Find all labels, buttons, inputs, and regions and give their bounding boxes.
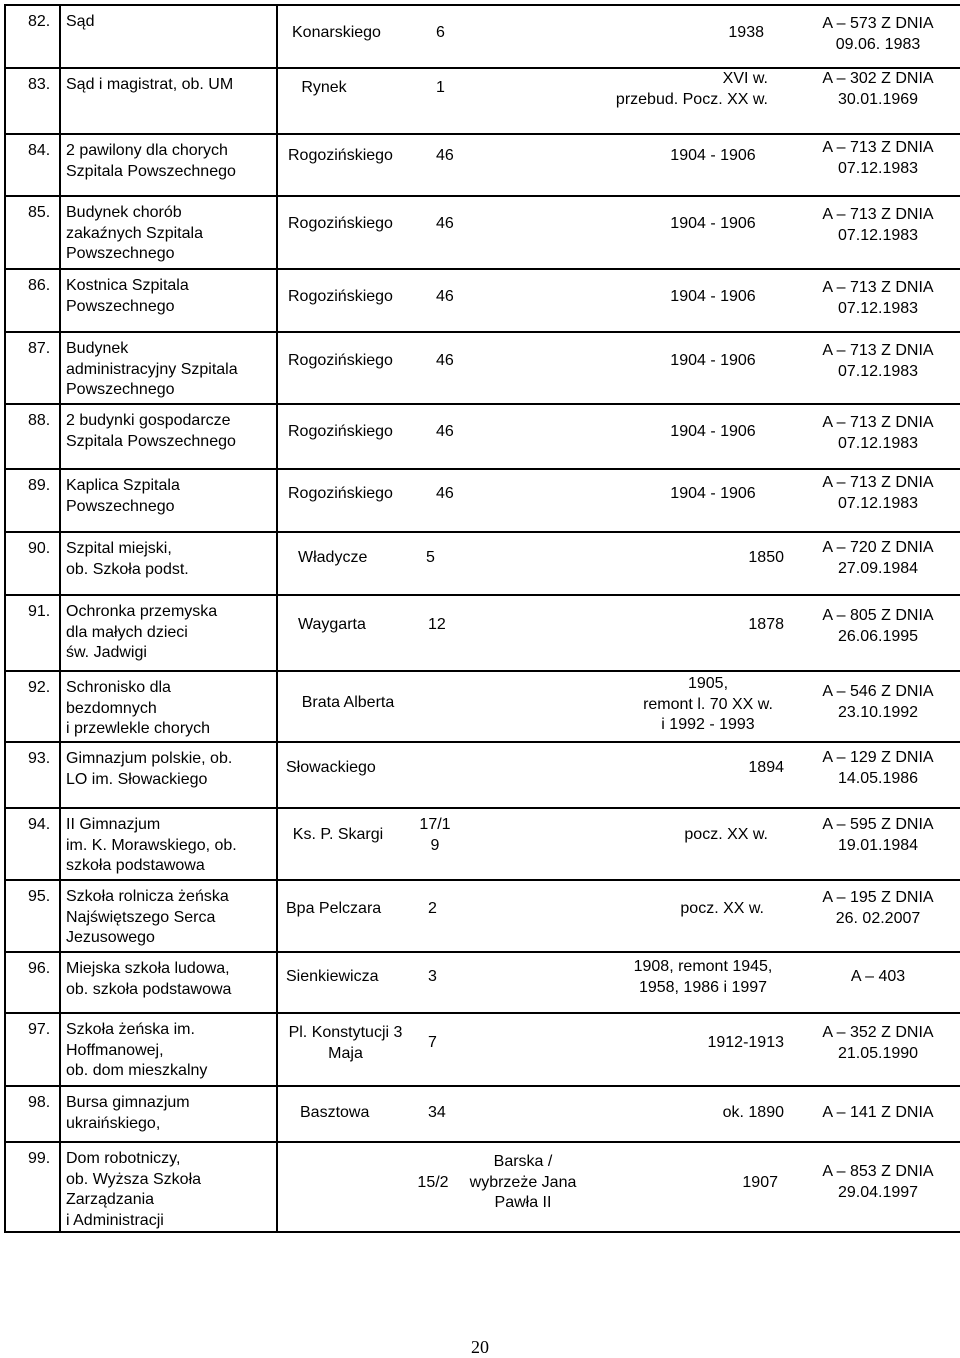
table-row	[5, 1013, 960, 1086]
cell-entry-number	[5, 532, 60, 595]
cell-object-name	[60, 808, 277, 880]
monument-register-table	[4, 4, 960, 1233]
cell-details	[277, 404, 960, 469]
object-name: Schronisko dla bezdomnych i przewlekle chorych	[66, 679, 211, 737]
cell-date: 1904 - 1906	[670, 352, 756, 369]
cell-details	[277, 671, 960, 742]
object-name: Ochronka przemyska dla małych dzieci św. Jadwigi	[66, 603, 218, 661]
page-number: 20	[471, 1337, 489, 1357]
cell-object-name	[60, 1013, 277, 1086]
entry-number: 89.	[28, 477, 51, 494]
cell-register-entry: A – 805 Z DNIA 26.06.1995	[822, 607, 934, 645]
cell-entry-number	[5, 134, 60, 196]
cell-register-entry: A – 713 Z DNIA 07.12.1983	[822, 342, 934, 380]
cell-details	[277, 532, 960, 595]
cell-date: pocz. XX w.	[684, 826, 768, 843]
cell-details	[277, 1013, 960, 1086]
cell-street: Pl. Konstytucji 3 Maja	[288, 1024, 403, 1062]
cell-entry-number	[5, 671, 60, 742]
cell-details	[277, 68, 960, 134]
cell-date: 1912-1913	[707, 1034, 784, 1051]
table-row	[5, 134, 960, 196]
cell-house-number: 15/2	[417, 1174, 449, 1191]
cell-details	[277, 5, 960, 68]
cell-date: 1905, remont l. 70 XX w. i 1992 - 1993	[643, 675, 773, 733]
cell-street: Sienkiewicza	[286, 968, 379, 985]
cell-entry-number	[5, 332, 60, 404]
object-name: Dom robotniczy, ob. Wyższa Szkoła Zarządzania i Administracji	[66, 1150, 202, 1229]
table-row	[5, 68, 960, 134]
cell-street: Rogozińskiego	[288, 352, 393, 369]
cell-details	[277, 595, 960, 671]
table-row	[5, 196, 960, 269]
object-name: 2 budynki gospodarcze Szpitala Powszechnego	[66, 412, 236, 450]
cell-entry-number	[5, 1086, 60, 1142]
entry-number: 98.	[28, 1094, 51, 1111]
cell-date: 1904 - 1906	[670, 485, 756, 502]
cell-details	[277, 196, 960, 269]
cell-street: Bpa Pelczara	[286, 900, 382, 917]
object-name: Gimnazjum polskie, ob. LO im. Słowackiego	[66, 750, 233, 788]
cell-date: 1878	[748, 616, 784, 633]
cell-entry-number	[5, 404, 60, 469]
cell-street: Słowackiego	[286, 759, 376, 776]
table-row	[5, 880, 960, 952]
entry-number: 94.	[28, 816, 51, 833]
cell-date: 1904 - 1906	[670, 147, 756, 164]
entry-number: 88.	[28, 412, 51, 429]
cell-street: Rynek	[301, 79, 347, 96]
entry-number: 95.	[28, 888, 51, 905]
cell-date: 1894	[748, 759, 784, 776]
cell-details	[277, 880, 960, 952]
cell-date: 1904 - 1906	[670, 215, 756, 232]
cell-entry-number	[5, 68, 60, 134]
object-name: Szpital miejski, ob. Szkoła podst.	[66, 540, 189, 578]
cell-house-number: 46	[436, 288, 454, 305]
entry-number: 82.	[28, 13, 51, 30]
cell-street: Waygarta	[298, 616, 366, 633]
cell-house-number: 7	[428, 1034, 437, 1051]
cell-street: Rogozińskiego	[288, 215, 393, 232]
cell-register-entry: A – 573 Z DNIA 09.06. 1983	[822, 15, 934, 53]
cell-street: Brata Alberta	[301, 694, 395, 711]
cell-street: Konarskiego	[292, 24, 381, 41]
cell-details	[277, 952, 960, 1013]
cell-register-entry: A – 713 Z DNIA 07.12.1983	[822, 474, 934, 512]
cell-entry-number	[5, 595, 60, 671]
object-name: 2 pawilony dla chorych Szpitala Powszechnego	[66, 142, 236, 180]
cell-date: 1907	[742, 1174, 778, 1191]
table-body	[5, 5, 960, 1232]
table-row	[5, 532, 960, 595]
cell-register-entry: A – 141 Z DNIA	[822, 1104, 934, 1121]
cell-house-number: 46	[436, 423, 454, 440]
cell-object-name	[60, 404, 277, 469]
cell-date: XVI w. przebud. Pocz. XX w.	[615, 70, 768, 108]
cell-object-name	[60, 68, 277, 134]
cell-entry-number	[5, 880, 60, 952]
table-row	[5, 469, 960, 532]
table-row	[5, 595, 960, 671]
cell-street: Barska / wybrzeże Jana Pawła II	[469, 1153, 577, 1211]
cell-register-entry: A – 195 Z DNIA 26. 02.2007	[822, 889, 934, 927]
object-name: Kaplica Szpitala Powszechnego	[66, 477, 180, 515]
object-name: Sąd i magistrat, ob. UM	[66, 76, 234, 93]
cell-details	[277, 269, 960, 332]
cell-date: pocz. XX w.	[680, 900, 764, 917]
object-name: Bursa gimnazjum ukraińskiego,	[66, 1094, 190, 1132]
cell-object-name	[60, 469, 277, 532]
entry-number: 87.	[28, 340, 51, 357]
cell-street: Basztowa	[300, 1104, 370, 1121]
cell-house-number: 34	[428, 1104, 446, 1121]
cell-register-entry: A – 352 Z DNIA 21.05.1990	[822, 1024, 934, 1062]
cell-object-name	[60, 5, 277, 68]
cell-date: 1908, remont 1945, 1958, 1986 i 1997	[633, 958, 773, 996]
cell-house-number: 3	[428, 968, 437, 985]
cell-details	[277, 469, 960, 532]
cell-house-number: 46	[436, 147, 454, 164]
cell-object-name	[60, 134, 277, 196]
cell-register-entry: A – 129 Z DNIA 14.05.1986	[822, 749, 934, 787]
object-name: Budynek chorób zakaźnych Szpitala Powszechnego	[66, 204, 203, 262]
table-row	[5, 1142, 960, 1232]
object-name: Szkoła rolnicza żeńska Najświętszego Serca Jezusowego	[66, 888, 229, 946]
cell-entry-number	[5, 1013, 60, 1086]
cell-street: Władycze	[298, 549, 368, 566]
cell-house-number: 2	[428, 900, 437, 917]
cell-street: Rogozińskiego	[288, 485, 393, 502]
cell-house-number: 46	[436, 215, 454, 232]
object-name: Budynek administracyjny Szpitala Powszechnego	[66, 340, 238, 398]
cell-details	[277, 742, 960, 808]
cell-object-name	[60, 952, 277, 1013]
table-row	[5, 332, 960, 404]
cell-object-name	[60, 269, 277, 332]
cell-register-entry: A – 302 Z DNIA 30.01.1969	[822, 70, 934, 108]
table-row	[5, 952, 960, 1013]
cell-details	[277, 808, 960, 880]
cell-object-name	[60, 532, 277, 595]
entry-number: 96.	[28, 960, 51, 977]
entry-number: 86.	[28, 277, 51, 294]
cell-register-entry: A – 713 Z DNIA 07.12.1983	[822, 139, 934, 177]
cell-entry-number	[5, 269, 60, 332]
cell-object-name	[60, 742, 277, 808]
cell-register-entry: A – 713 Z DNIA 07.12.1983	[822, 414, 934, 452]
cell-details	[277, 1086, 960, 1142]
cell-entry-number	[5, 742, 60, 808]
cell-street: Ks. P. Skargi	[292, 826, 384, 843]
cell-street: Rogozińskiego	[288, 423, 393, 440]
table-row	[5, 808, 960, 880]
cell-date: ok. 1890	[722, 1104, 784, 1121]
cell-entry-number	[5, 952, 60, 1013]
entry-number: 91.	[28, 603, 51, 620]
cell-entry-number	[5, 469, 60, 532]
cell-street: Rogozińskiego	[288, 147, 393, 164]
cell-house-number: 12	[428, 616, 446, 633]
cell-entry-number	[5, 1142, 60, 1232]
cell-entry-number	[5, 196, 60, 269]
entry-number: 85.	[28, 204, 51, 221]
cell-object-name	[60, 1142, 277, 1232]
cell-street: Rogozińskiego	[288, 288, 393, 305]
cell-date: 1850	[748, 549, 784, 566]
cell-details	[277, 1142, 960, 1232]
entry-number: 99.	[28, 1150, 51, 1167]
table-row	[5, 1086, 960, 1142]
table-row	[5, 5, 960, 68]
object-name: Szkoła żeńska im. Hoffmanowej, ob. dom mieszkalny	[66, 1021, 208, 1079]
cell-register-entry: A – 720 Z DNIA 27.09.1984	[822, 539, 934, 577]
cell-house-number: 46	[436, 352, 454, 369]
cell-register-entry: A – 713 Z DNIA 07.12.1983	[822, 206, 934, 244]
table-row	[5, 269, 960, 332]
cell-house-number: 5	[426, 549, 435, 566]
entry-number: 84.	[28, 142, 51, 159]
object-name: Miejska szkoła ludowa, ob. szkoła podstawowa	[66, 960, 232, 998]
cell-object-name	[60, 1086, 277, 1142]
table-row	[5, 742, 960, 808]
cell-object-name	[60, 332, 277, 404]
cell-register-entry: A – 546 Z DNIA 23.10.1992	[822, 683, 934, 721]
cell-date: 1938	[728, 24, 764, 41]
cell-house-number: 17/1 9	[419, 816, 451, 854]
cell-object-name	[60, 196, 277, 269]
cell-entry-number	[5, 5, 60, 68]
entry-number: 83.	[28, 76, 51, 93]
cell-details	[277, 134, 960, 196]
cell-object-name	[60, 595, 277, 671]
cell-register-entry: A – 713 Z DNIA 07.12.1983	[822, 279, 934, 317]
cell-house-number: 46	[436, 485, 454, 502]
object-name: Kostnica Szpitala Powszechnego	[66, 277, 189, 315]
entry-number: 93.	[28, 750, 51, 767]
entry-number: 90.	[28, 540, 51, 557]
table-row	[5, 671, 960, 742]
cell-object-name	[60, 671, 277, 742]
object-name: Sąd	[66, 13, 95, 30]
cell-object-name	[60, 880, 277, 952]
entry-number: 92.	[28, 679, 51, 696]
cell-date: 1904 - 1906	[670, 288, 756, 305]
cell-register-entry: A – 595 Z DNIA 19.01.1984	[822, 816, 934, 854]
cell-date: 1904 - 1906	[670, 423, 756, 440]
cell-house-number: 6	[436, 24, 445, 41]
cell-details	[277, 332, 960, 404]
object-name: II Gimnazjum im. K. Morawskiego, ob. szkoła podstawowa	[66, 816, 237, 874]
cell-register-entry: A – 403	[850, 968, 906, 985]
cell-entry-number	[5, 808, 60, 880]
entry-number: 97.	[28, 1021, 51, 1038]
cell-house-number: 1	[436, 79, 445, 96]
cell-register-entry: A – 853 Z DNIA 29.04.1997	[822, 1163, 934, 1201]
table-row	[5, 404, 960, 469]
